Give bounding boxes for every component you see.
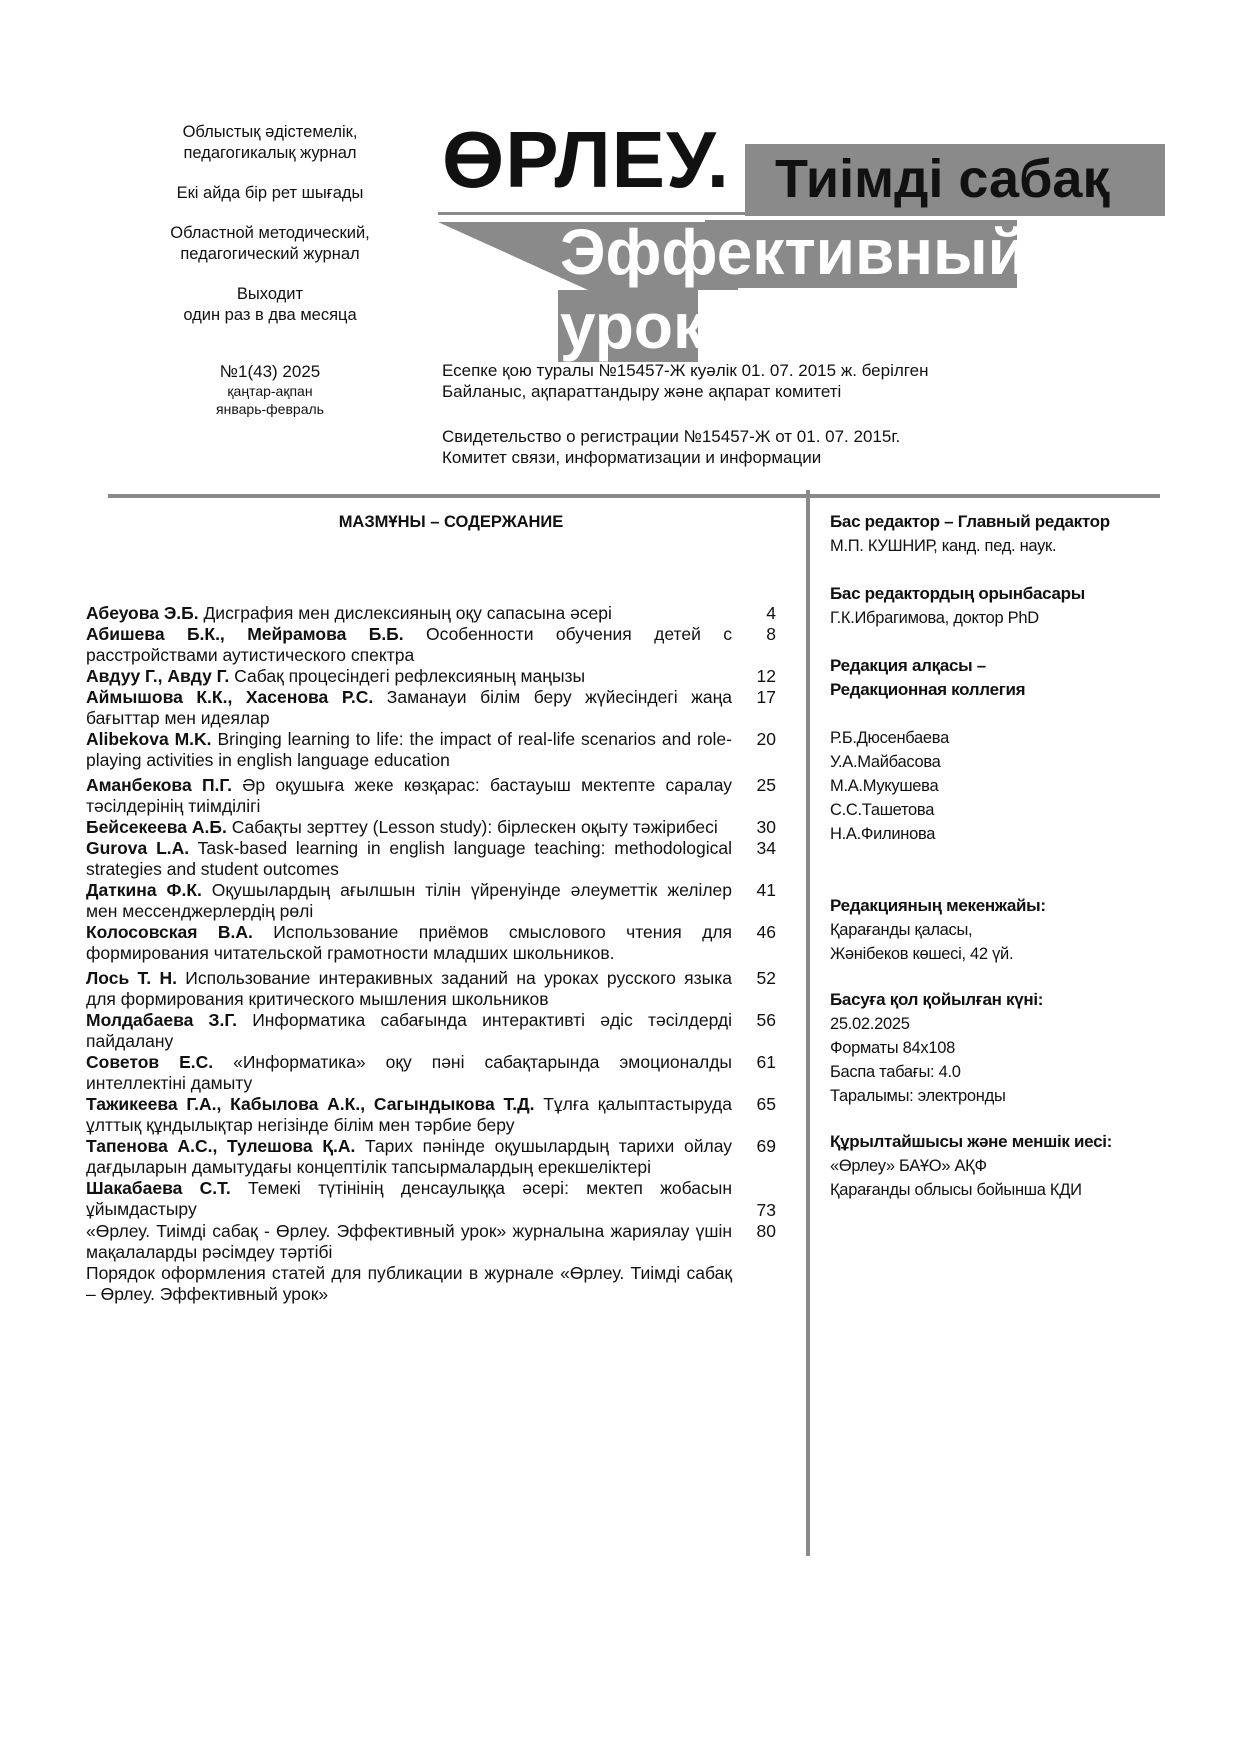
toc-entry-text	[86, 775, 732, 817]
registration-ru	[442, 426, 1002, 468]
brand-logo: ӨРЛЕУ.	[442, 115, 731, 204]
toc-entry-author: Шакабаева С.Т.	[86, 1178, 231, 1198]
toc-list	[86, 603, 776, 1305]
toc-entry-page: 17	[756, 687, 776, 707]
toc-entry-text	[86, 1010, 732, 1052]
toc-entry-page: 56	[756, 1010, 776, 1030]
toc-entry	[86, 687, 776, 729]
journal-info	[130, 122, 410, 418]
toc-entry-title: Task-based learning in english language teaching: methodological strategies and student outcomes	[86, 838, 732, 879]
ru-frequency-line-1: Выходит	[236, 285, 304, 303]
board-member: Н.А.Филинова	[830, 825, 936, 843]
registration-kz	[442, 360, 1002, 402]
toc-entry-title: «Информатика» оқу пәні сабақтарында эмоционалды интеллектіні дамыту	[86, 1052, 733, 1093]
toc-entry-author: Даткина Ф.К.	[86, 880, 202, 900]
issue-month-ru: январь-февраль	[216, 401, 324, 417]
toc-entry-page: 41	[756, 880, 776, 900]
toc-entry	[86, 968, 776, 1010]
toc-entry-author: Абеуова Э.Б.	[86, 603, 199, 623]
toc-entry-page: 25	[756, 775, 776, 795]
title-kz: Тиімді сабақ	[775, 149, 1110, 209]
toc-entry-text	[86, 880, 732, 922]
toc-entry-text	[86, 1094, 732, 1136]
toc-entry-author: Аманбекова П.Г.	[86, 775, 232, 795]
toc-entry-page: 46	[756, 922, 776, 942]
toc-entry	[86, 1221, 776, 1263]
owner-heading: Құрылтайшысы және меншік иесі:	[830, 1132, 1113, 1151]
toc-entry-author: Alibekova M.K.	[86, 729, 212, 749]
toc-entry-page: 73	[756, 1200, 776, 1220]
header-divider	[108, 494, 1160, 498]
toc-entry-text	[86, 1221, 732, 1263]
toc-entry-title: Заманауи білім беру жүйесіндегі жаңа бағыттар мен идеялар	[86, 687, 732, 728]
circulation: Таралымы: электронды	[830, 1087, 1006, 1105]
toc-entry-text	[86, 624, 732, 666]
toc-entry-title: Использование приёмов смыслового чтения для формирования читательской грамотности младших школьников.	[86, 922, 733, 963]
board-member: Р.Б.Дюсенбаева	[830, 729, 949, 747]
toc-entry-author: Советов Е.С.	[86, 1052, 214, 1072]
toc-entry	[86, 775, 776, 817]
toc-entry-title: Сабақ процесіндегі рефлексияның маңызы	[229, 666, 586, 686]
registration-ru-line-2: Комитет связи, информатизации и информации	[442, 448, 822, 467]
toc-entry	[86, 817, 776, 838]
toc-entry-page: 8	[766, 624, 776, 644]
registration-kz-line-1: Есепке қою туралы №15457-Ж куәлік 01. 07. 2015 ж. берілген	[442, 361, 929, 380]
sign-date: 25.02.2025	[830, 1015, 910, 1033]
toc-entry-text	[86, 729, 732, 771]
paper-format: Форматы 84х108	[830, 1039, 955, 1057]
board-heading-line-1: Редакция алқасы –	[830, 656, 986, 675]
toc-entry-page: 61	[756, 1052, 776, 1072]
toc-entry-title: Особенности обучения детей с расстройствами аутистического спектра	[86, 624, 732, 665]
toc-entry	[86, 1178, 776, 1221]
toc-entry-text	[86, 1178, 732, 1220]
toc-entry-page: 69	[756, 1136, 776, 1156]
toc-entry	[86, 1136, 776, 1178]
address-line-1: Қарағанды қаласы,	[830, 921, 973, 939]
ru-frequency-line-2: один раз в два месяца	[183, 306, 357, 324]
deputy-editor-name: Г.К.Ибрагимова, доктор PhD	[830, 609, 1039, 627]
kz-frequency: Екі айда бір рет шығады	[176, 184, 364, 202]
toc-entry-author: Тажикеева Г.А., Кабылова А.К., Сагындыкова Т.Д.	[86, 1094, 535, 1114]
toc-entry-page: 4	[766, 603, 776, 623]
toc-entry-title: Әр оқушыға жеке көзқарас: бастауыш мектепте саралау тәсілдерінің тиімділігі	[86, 775, 732, 816]
issue-number: №1(43) 2025	[219, 362, 321, 381]
column-divider	[806, 490, 810, 1556]
toc-entry	[86, 1052, 776, 1094]
toc-entry-text	[86, 1263, 732, 1305]
toc-entry-author: Абишева Б.К., Мейрамова Б.Б.	[86, 624, 404, 644]
board-member: М.А.Мукушева	[830, 777, 939, 795]
toc-entry-text	[86, 968, 732, 1010]
toc-entry-title: Порядок оформления статей для публикации в журнале «Өрлеу. Тиімді сабақ – Өрлеу. Эффективный урок»	[86, 1263, 732, 1304]
kz-type-line-2: педагогикалық журнал	[183, 144, 357, 162]
registration-kz-line-2: Байланыс, ақпараттандыру және ақпарат комитеті	[442, 382, 842, 401]
chief-editor-heading: Бас редактор – Главный редактор	[830, 512, 1110, 531]
toc-entry-title: Темекі түтінінің денсаулыққа әсері: мектеп жобасын ұйымдастыру	[86, 1178, 732, 1219]
toc-entry-author: Молдабаева З.Г.	[86, 1010, 237, 1030]
toc-entry-text	[86, 1136, 732, 1178]
toc-entry-author: Лось Т. Н.	[86, 968, 177, 988]
toc-entry-title: Оқушылардың ағылшын тілін үйренуінде әлеуметтік желілер мен мессенджерлердің рөлі	[86, 880, 733, 921]
toc-entry-author: Авдуу Г., Авду Г.	[86, 666, 230, 686]
toc-entry-title: Дисграфия мен дислексияның оқу сапасына әсері	[198, 603, 612, 623]
board-member: У.А.Майбасова	[830, 753, 941, 771]
toc-entry	[86, 1263, 776, 1305]
sign-date-heading: Басуға қол қойылған күні:	[830, 990, 1044, 1009]
address-heading: Редакцияның мекенжайы:	[830, 896, 1046, 915]
toc-entry-author: Тапенова А.С., Тулешова Қ.А.	[86, 1136, 356, 1156]
registration-ru-line-1: Свидетельство о регистрации №15457-Ж от 01. 07. 2015г.	[442, 427, 901, 446]
toc-entry	[86, 624, 776, 666]
issue-month-kz: қаңтар-ақпан	[227, 383, 313, 399]
toc-entry-title: Bringing learning to life: the impact of real-life scenarios and role-playing activities in english language education	[86, 729, 732, 770]
toc-entry-page: 20	[756, 729, 776, 749]
toc-entry	[86, 1010, 776, 1052]
ru-type-line-2: педагогический журнал	[180, 245, 360, 263]
toc-entry-title: «Өрлеу. Тиімді сабақ - Өрлеу. Эффективный урок» журналына жариялау үшін мақалаларды рәсімдеу тәртібі	[86, 1221, 732, 1262]
address-line-2: Жәнібеков көшесі, 42 үй.	[830, 945, 1014, 963]
toc-entry-title: Сабақты зерттеу (Lesson study): бірлескен оқыту тәжірибесі	[226, 817, 718, 837]
toc-entry-author: Gurova L.A.	[86, 838, 190, 858]
toc-entry-page: 34	[756, 838, 776, 858]
toc-entry	[86, 1094, 776, 1136]
toc-entry-page: 80	[756, 1221, 776, 1241]
chief-editor-name: М.П. КУШНИР, канд. пед. наук.	[830, 537, 1057, 555]
toc-entry-page: 30	[756, 817, 776, 837]
editorial-info	[830, 510, 1160, 1202]
owner-line-2: Қарағанды облысы бойынша КДИ	[830, 1181, 1082, 1199]
toc-entry-text	[86, 603, 732, 624]
deputy-editor-heading: Бас редактордың орынбасары	[830, 584, 1085, 603]
title-ru-line-2: урок	[560, 290, 705, 362]
toc-title: МАЗМҰНЫ – СОДЕРЖАНИЕ	[338, 513, 564, 531]
toc-entry-author: Бейсекеева А.Б.	[86, 817, 227, 837]
toc-entry-title: Тарих пәнінде оқушылардың тарихи ойлау дағдыларын дамытудағы концептілік тапсырмалардың ерекшеліктері	[86, 1136, 732, 1177]
toc-entry-author: Аймышова К.К., Хасенова Р.С.	[86, 687, 374, 707]
owner-line-1: «Өрлеу» БАҰО» АҚФ	[830, 1157, 987, 1175]
toc-entry-text	[86, 687, 732, 729]
toc-entry-author: Колосовская В.А.	[86, 922, 253, 942]
board-heading-line-2: Редакционная коллегия	[830, 680, 1026, 699]
toc-entry	[86, 838, 776, 880]
ru-type-line-1: Областной методический,	[170, 224, 370, 242]
toc-entry-page: 12	[756, 666, 776, 686]
toc-entry-text	[86, 666, 732, 687]
toc-entry-text	[86, 1052, 732, 1094]
toc-entry	[86, 666, 776, 687]
toc-entry-page: 65	[756, 1094, 776, 1114]
toc-entry-title: Информатика сабағында интерактивті әдіс тәсілдерді пайдалану	[86, 1010, 732, 1051]
toc-entry	[86, 922, 776, 964]
title-ru-line-1: Эффективный	[560, 216, 1027, 288]
kz-type-line-1: Облыстық әдістемелік,	[182, 123, 358, 141]
toc-entry-text	[86, 838, 732, 880]
toc-entry-page: 52	[756, 968, 776, 988]
toc-entry-title: Использование интеракивных заданий на уроках русского языка для формирования критического мышления школьников	[86, 968, 733, 1009]
board-member: С.С.Ташетова	[830, 801, 935, 819]
toc-entry-title: Тұлға қалыптастыруда ұлттық құндылықтар негізінде білім мен тәрбие беру	[86, 1094, 732, 1135]
masthead-rule	[438, 212, 1165, 215]
toc-entry	[86, 880, 776, 922]
toc-entry-text	[86, 817, 732, 838]
toc-entry-text	[86, 922, 732, 964]
print-sheets: Баспа табағы: 4.0	[830, 1063, 961, 1081]
toc-entry	[86, 729, 776, 771]
toc-entry	[86, 603, 776, 624]
